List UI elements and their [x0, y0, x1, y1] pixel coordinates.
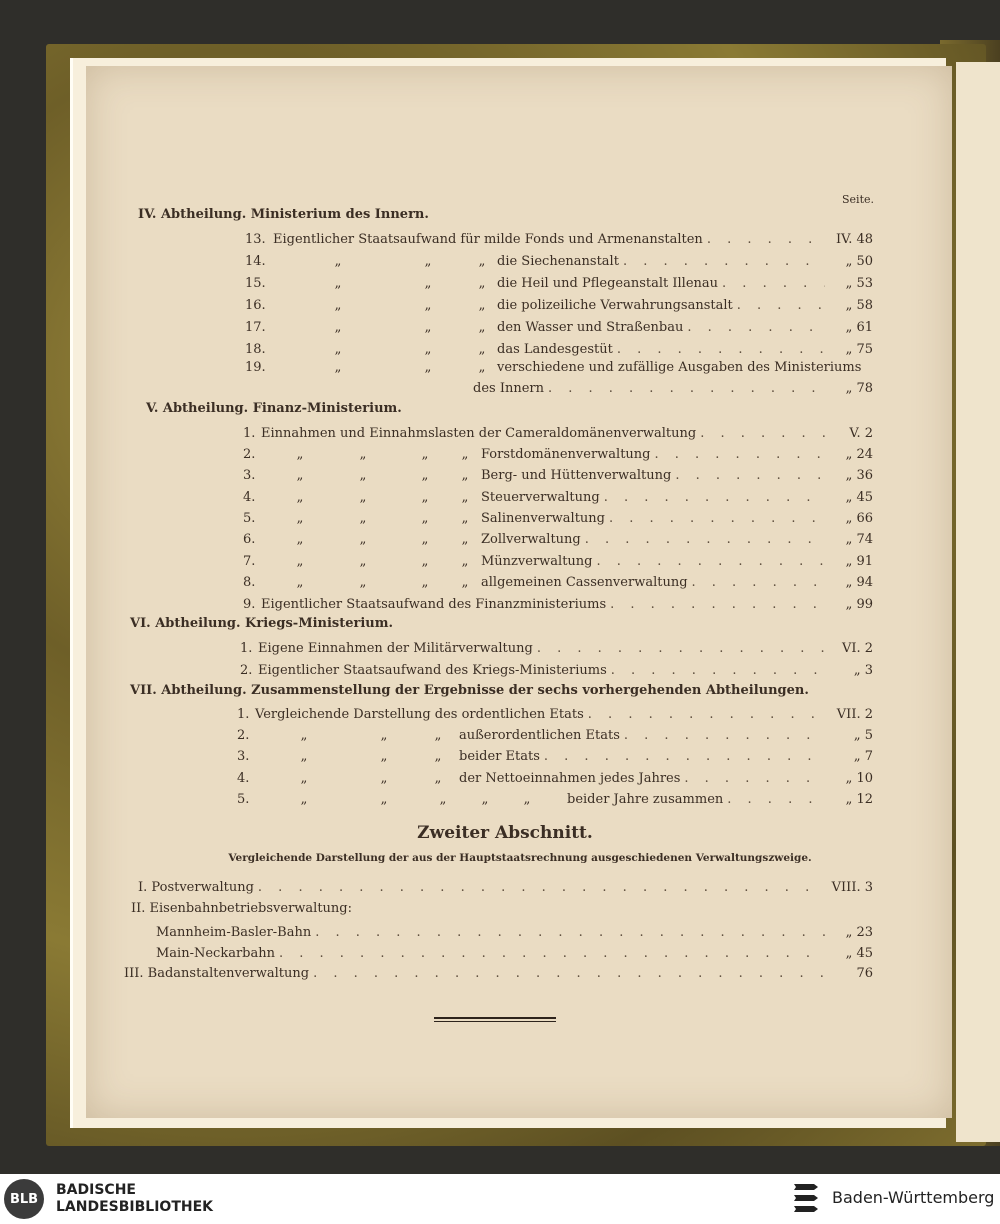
toc-entry-continuation: des Innern . . . „ 78: [473, 381, 873, 399]
library-name-line1: BADISCHE: [56, 1182, 136, 1198]
toc-entry: 16. „ „ „ die polizeiliche Verwahrungsanstalt . . . „ 58: [245, 298, 873, 316]
toc-entry: 5. „ „ „ „ Salinenverwaltung . . . „ 66: [243, 511, 873, 529]
toc-entry: 7. „ „ „ „ Münzverwaltung . . . „ 91: [243, 554, 873, 572]
section-heading: VII. Abtheilung. Zusammenstellung der Ergebnisse der sechs vorhergehenden Abtheilungen.: [130, 683, 809, 698]
library-name-line2: LANDESBIBLIOTHEK: [56, 1199, 214, 1215]
toc-entry: 3. „ „ „ „ Berg- und Hüttenverwaltung . . . „ 36: [243, 468, 873, 486]
toc-entry: 2. „ „ „ „ Forstdomänenverwaltung . . . „ 24: [243, 447, 873, 465]
section-heading: IV. Abtheilung. Ministerium des Innern.: [138, 207, 429, 222]
toc-entry: Main-Neckarbahn . . . „ 45: [156, 946, 873, 964]
toc-entry: 8. „ „ „ „ allgemeinen Cassenverwaltung . . . „ 94: [243, 575, 873, 593]
toc-entry: 9. Eigentlicher Staatsaufwand des Finanzministeriums . . . „ 99: [243, 597, 873, 615]
library-name: [56, 1182, 213, 1216]
toc-entry: 17. „ „ „ den Wasser und Straßenbau . . . „ 61: [245, 320, 873, 338]
toc-entry: 14. „ „ „ die Siechenanstalt . . . „ 50: [245, 254, 873, 272]
toc-entry: II. Eisenbahnbetriebsverwaltung:: [131, 901, 352, 916]
toc-entry: 1. Einnahmen und Einnahmslasten der Cameraldomänenverwaltung . . . V. 2: [243, 426, 873, 444]
toc-entry: 18. „ „ „ das Landesgestüt . . . „ 75: [245, 342, 873, 360]
toc-entry: Mannheim-Basler-Bahn . . . „ 23: [156, 925, 873, 943]
page-column-label: Seite.: [842, 193, 874, 206]
state-name: Baden-Württemberg: [832, 1188, 995, 1207]
toc-entry: 1. Vergleichende Darstellung des ordentlichen Etats . . . VII. 2: [237, 707, 873, 725]
toc-entry: 13. Eigentlicher Staatsaufwand für milde Fonds und Armenanstalten . . . IV. 48: [245, 232, 873, 250]
toc-entry: I. Postverwaltung . . . VIII. 3: [138, 880, 873, 898]
toc-entry: 4. „ „ „ „ Steuerverwaltung . . . „ 45: [243, 490, 873, 508]
section-heading: VI. Abtheilung. Kriegs-Ministerium.: [130, 616, 394, 631]
section-subtitle: Vergleichende Darstellung der aus der Hauptstaatsrechnung ausgeschiedenen Verwaltungszweige.: [228, 852, 812, 864]
toc-entry: 3. „ „ „ beider Etats . . . „ 7: [237, 749, 873, 767]
end-rule-thin: [434, 1021, 556, 1022]
blb-logo-text: BLB: [9, 1191, 39, 1207]
blb-logo[interactable]: [4, 1179, 44, 1219]
toc-entry: 6. „ „ „ „ Zollverwaltung . . . „ 74: [243, 532, 873, 550]
toc-entry: 2. „ „ „ außerordentlichen Etats . . . „ 5: [237, 728, 873, 746]
toc-entry: III. Badanstaltenverwaltung . . . 76: [124, 966, 873, 984]
section-title: Zweiter Abschnitt.: [417, 823, 593, 843]
footer-bar: [0, 1174, 1000, 1224]
toc-entry: 4. „ „ „ der Nettoeinnahmen jedes Jahres . . . „ 10: [237, 771, 873, 789]
toc-entry: 19. „ „ „ verschiedene und zufällige Ausgaben des Ministeriums: [245, 360, 862, 375]
toc-entry: 5. „ „ „ „ „ beider Jahre zusammen . . . „ 12: [237, 792, 873, 810]
baden-wuerttemberg-lions-icon: [790, 1180, 824, 1218]
end-rule: [434, 1017, 556, 1019]
toc-entry: 2. Eigentlicher Staatsaufwand des Kriegs-Ministeriums . . . „ 3: [240, 663, 873, 681]
toc-entry: 1. Eigene Einnahmen der Militärverwaltung . . . VI. 2: [240, 641, 873, 659]
section-heading: V. Abtheilung. Finanz-Ministerium.: [146, 401, 402, 416]
toc-entry: 15. „ „ „ die Heil und Pflegeanstalt Illenau . . . „ 53: [245, 276, 873, 294]
